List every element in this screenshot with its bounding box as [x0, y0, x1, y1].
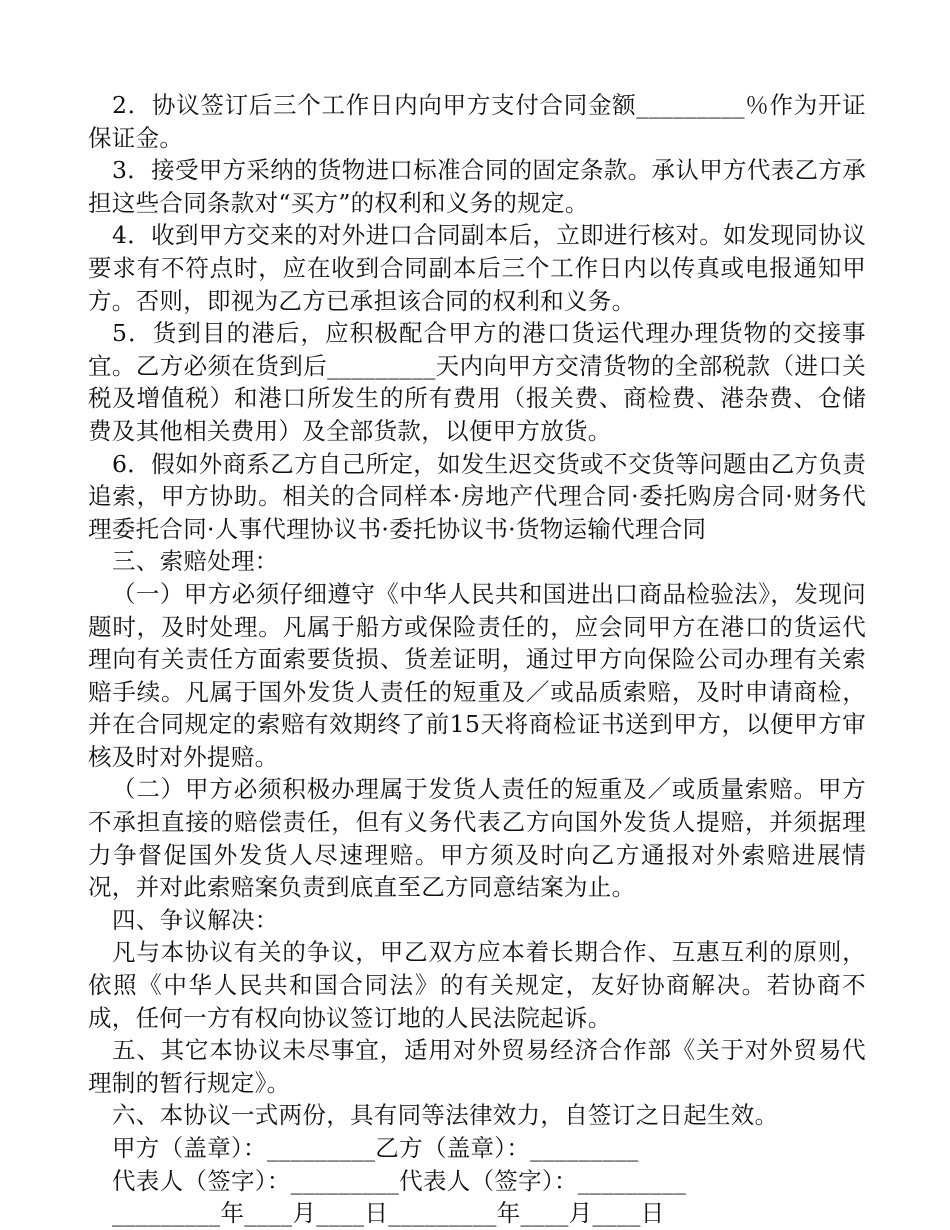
- clause-5: 5．货到目的港后，应积极配合甲方的港口货运代理办理货物的交接事宜。乙方必须在货到后_________天内向甲方交清货物的全部税款（进口关税及增值税）和港口所发生的所有费用（报关费、商检费、港杂费、仓储费及其他相关费用）及全部货款，以便甲方放货。: [88, 319, 866, 445]
- clause-4: 4．收到甲方交来的对外进口合同副本后，立即进行核对。如发现同协议要求有不符点时，应在收到合同副本后三个工作日内以传真或电报通知甲方。否则，即视为乙方已承担该合同的权利和义务。: [88, 221, 866, 315]
- representative-signature-line: 代表人（签字）：_________代表人（签字）：_________: [112, 1166, 687, 1195]
- section-4-paragraph: 凡与本协议有关的争议，甲乙双方应本着长期合作、互惠互利的原则，依照《中华人民共和国合同法》的有关规定，友好协商解决。若协商不成，任何一方有权向协议签订地的人民法院起诉。: [88, 938, 866, 1032]
- document-page: [88, 89, 866, 1230]
- section-3-heading: 三、索赔处理：: [112, 547, 279, 576]
- section-6-text: 六、本协议一式两份，具有同等法律效力，自签订之日起生效。: [112, 1101, 779, 1130]
- section-4-heading: 四、争议解决：: [112, 905, 279, 934]
- clause-3: 3．接受甲方采纳的货物进口标准合同的固定条款。承认甲方代表乙方承担这些合同条款对“买方”的权利和义务的规定。: [88, 156, 866, 217]
- section-3-paragraph-1: （一）甲方必须仔细遵守《中华人民共和国进出口商品检验法》，发现问题时，及时处理。凡属于船方或保险责任的，应会同甲方在港口的货运代理向有关责任方面索要货损、货差证明，通过甲方向保险公司办理有关索赔手续。凡属于国外发货人责任的短重及／或品质索赔，及时申请商检，并在合同规定的索赔有效期终了前15天将商检证书送到甲方，以便甲方审核及时对外提赔。: [88, 579, 866, 771]
- section-3-paragraph-2: （二）甲方必须积极办理属于发货人责任的短重及／或质量索赔。甲方不承担直接的赔偿责任，但有义务代表乙方向国外发货人提赔，并须据理力争督促国外发货人尽速理赔。甲方须及时向乙方通报对外索赔进展情况，并对此索赔案负责到底直至乙方同意结案为止。: [88, 775, 866, 902]
- seal-signature-line: 甲方（盖章）：_________乙方（盖章）：_________: [112, 1134, 639, 1162]
- clause-6: 6．假如外商系乙方自己所定，如发生迟交货或不交货等问题由乙方负责追索，甲方协助。相关的合同样本·房地产代理合同·委托购房合同·财务代理委托合同·人事代理协议书·委托协议书·货物运输代理合同: [88, 449, 866, 543]
- date-line: _________年____月____日_________年____月____日: [112, 1199, 665, 1228]
- clause-2: 2．协议签订后三个工作日内向甲方支付合同金额_________％作为开证保证金。: [88, 91, 866, 152]
- section-5-text: 五、其它本协议未尽事宜，适用对外贸易经济合作部《关于对外贸易代理制的暂行规定》。: [88, 1036, 866, 1097]
